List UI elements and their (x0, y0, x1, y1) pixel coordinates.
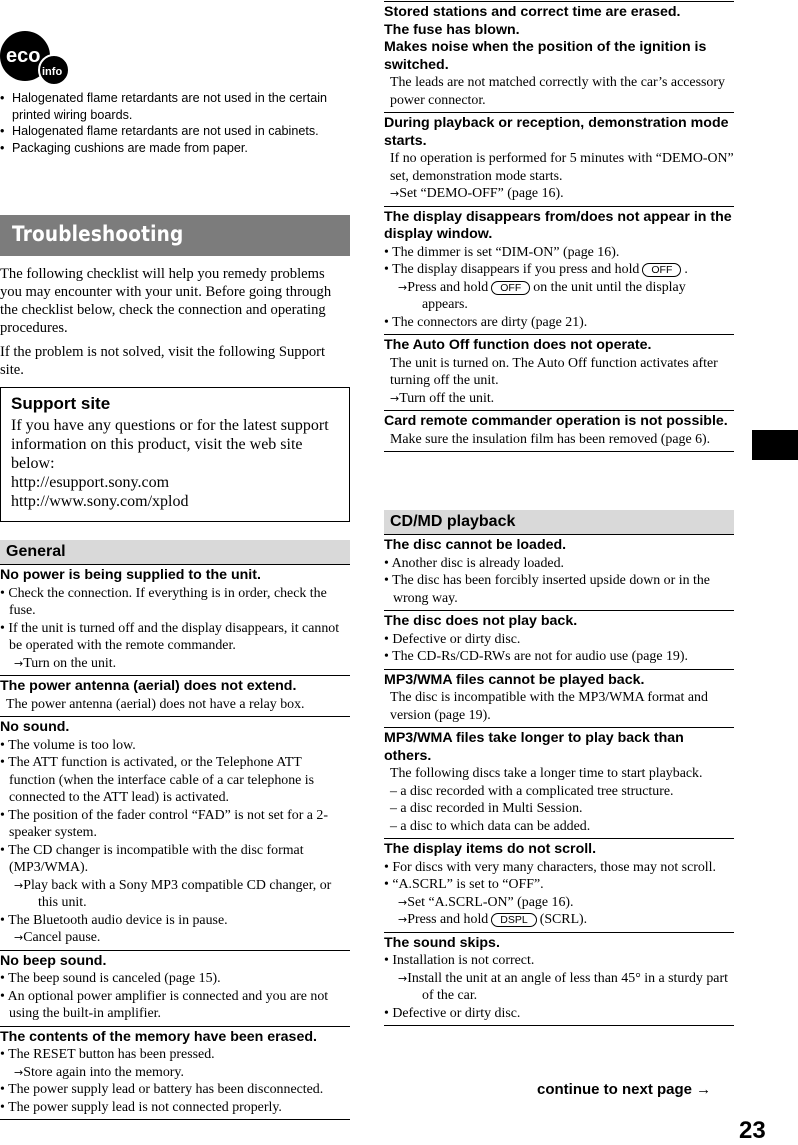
remedy-text: Cancel pause. (23, 930, 101, 945)
remedy (384, 185, 734, 203)
cause: • An optional power amplifier is connected and you are not using the built-in amplifier. (0, 988, 350, 1023)
right-column (384, 1, 734, 452)
cause: – a disc to which data can be added. (390, 818, 591, 834)
general-section (0, 540, 350, 1120)
trouble-item (384, 933, 734, 1027)
cause: • If the unit is turned off and the display disappears, it cannot be operated with the remote commander. (0, 620, 350, 655)
cause: • The CD-Rs/CD-RWs are not for audio use (page 19). (384, 648, 734, 666)
cause: • Defective or dirty disc. (384, 1005, 734, 1023)
remedy-text: (SCRL). (539, 912, 588, 927)
support-heading: Support site (11, 394, 111, 413)
eco-logo-text: eco (6, 45, 41, 67)
arrow-icon: → (14, 878, 24, 892)
cause: • The volume is too low. (0, 737, 350, 755)
cause: • The beep sound is canceled (page 15). (0, 970, 350, 988)
trouble-item (0, 1027, 350, 1121)
trouble-item (384, 611, 734, 670)
remedy-text: Press and hold (407, 912, 489, 927)
symptom: The display items do not scroll. (384, 841, 597, 857)
list-item: • Halogenated flame retardants are not used in the certain printed wiring boards. (0, 90, 345, 123)
cause: The unit is turned on. The Auto Off function activates after turning off the unit. (390, 355, 718, 388)
cause: • The connectors are dirty (page 21). (384, 314, 734, 332)
list-item: • Halogenated flame retardants are not used in cabinets. (0, 123, 345, 140)
remedy (0, 655, 350, 673)
list-item: • Packaging cushions are made from paper. (0, 140, 345, 157)
trouble-item (384, 670, 734, 729)
cause: The leads are not matched correctly with the car’s accessory power connector. (390, 75, 725, 108)
remedy (384, 279, 734, 314)
cause: • The RESET button has been pressed. (0, 1046, 350, 1064)
support-url[interactable]: http://esupport.sony.com (11, 474, 170, 491)
remedy (384, 970, 734, 1005)
cause: The power antenna (aerial) does not have a relay box. (6, 696, 305, 712)
continue-note: continue to next page → (537, 1081, 712, 1098)
arrow-icon: → (14, 656, 24, 670)
trouble-item (384, 207, 734, 336)
symptom: The disc does not play back. (384, 613, 578, 629)
cause: • Check the connection. If everything is in order, check the fuse. (0, 585, 350, 620)
cause: • “A.SCRL” is set to “OFF”. (384, 876, 734, 894)
remedy-text: Play back with a Sony MP3 compatible CD changer, or this unit. (23, 877, 332, 910)
trouble-item (384, 2, 734, 113)
eco-info-logo (0, 28, 70, 86)
cause: • The position of the fader control “FAD” is not set for a 2-speaker system. (0, 807, 350, 842)
intro (0, 265, 350, 385)
info-logo-text: info (42, 66, 63, 78)
cause: • The ATT function is activated, or the Telephone ATT function (when the interface cable of a car telephone is connected to the ATT lead) is activated. (0, 754, 350, 807)
remedy (0, 929, 350, 947)
cause: • The power supply lead is not connected properly. (0, 1099, 350, 1117)
trouble-item (0, 717, 350, 951)
arrow-icon: → (390, 187, 400, 200)
arrow-icon: → (398, 280, 408, 294)
dspl-button-icon: DSPL (491, 913, 536, 927)
trouble-item (384, 411, 734, 452)
trouble-item (0, 951, 350, 1027)
cause: • Installation is not correct. (384, 952, 734, 970)
trouble-item (384, 535, 734, 611)
symptom: The power antenna (aerial) does not extend. (0, 678, 297, 694)
arrow-icon: → (390, 391, 400, 405)
trouble-item (0, 565, 350, 676)
cause: • The dimmer is set “DIM-ON” (page 16). (384, 244, 734, 262)
remedy (384, 911, 734, 929)
environment-list (0, 90, 345, 156)
cause: – a disc recorded in Multi Session. (390, 801, 583, 816)
trouble-item (384, 335, 734, 411)
symptom: The contents of the memory have been erased. (0, 1028, 317, 1045)
cause: The following discs take a longer time to start playback. (390, 766, 703, 781)
remedy-text: Install the unit at an angle of less than 45° in a sturdy part of the car. (407, 970, 728, 1003)
symptom: No sound. (0, 719, 70, 735)
trouble-item (384, 839, 734, 933)
thumb-tab (752, 430, 798, 460)
cause-text: The display disappears if you press and hold (392, 262, 640, 277)
remedy (384, 390, 734, 408)
arrow-icon: → (14, 1065, 24, 1079)
remedy-text: Turn off the unit. (399, 390, 495, 406)
cause: • The display disappears if you press and hold OFF . (384, 261, 734, 279)
remedy-text: Set “A.SCRL-ON” (page 16). (407, 894, 574, 910)
intro-paragraph: The following checklist will help you remedy problems you may encounter with your unit. Before going through the checklist below, check the connection and operating procedures. (0, 266, 332, 336)
intro-paragraph: If the problem is not solved, visit the following Support site. (0, 344, 326, 378)
off-button-icon: OFF (491, 281, 530, 295)
symptom: The display disappears from/does not appear in the display window. (384, 208, 732, 242)
cause: • The Bluetooth audio device is in pause. (0, 912, 350, 930)
support-body (11, 416, 341, 511)
symptom: No power is being supplied to the unit. (0, 567, 261, 583)
cause: The disc is incompatible with the MP3/WMA format and version (page 19). (390, 690, 708, 723)
support-box (0, 387, 350, 522)
cause: Make sure the insulation film has been removed (page 6). (390, 431, 711, 447)
symptom: The disc cannot be loaded. (384, 537, 567, 553)
page-title: Troubleshooting (12, 222, 184, 246)
cause: If no operation is performed for 5 minutes with “DEMO-ON” set, demonstration mode starts. (390, 151, 734, 184)
symptom: MP3/WMA files take longer to play back than others. (384, 730, 684, 764)
arrow-icon: → (398, 971, 408, 985)
symptom: The sound skips. (384, 934, 500, 951)
remedy (384, 894, 734, 912)
remedy (0, 877, 350, 912)
symptom: The Auto Off function does not operate. (384, 337, 652, 353)
trouble-item (0, 676, 350, 717)
remedy (0, 1064, 350, 1082)
arrow-icon: → (14, 931, 24, 944)
remedy-text: Turn on the unit. (23, 655, 117, 671)
trouble-item (384, 113, 734, 207)
symptom: Card remote commander operation is not possible. (384, 413, 728, 429)
symptom: No beep sound. (0, 952, 107, 969)
cause: • The CD changer is incompatible with the disc format (MP3/WMA). (0, 842, 350, 877)
cause: • The power supply lead or battery has been disconnected. (0, 1081, 350, 1099)
symptom: The fuse has blown. (384, 21, 520, 38)
cause: • The disc has been forcibly inserted upside down or in the wrong way. (384, 572, 734, 607)
cause: • Defective or dirty disc. (384, 631, 734, 649)
cause: • For discs with very many characters, those may not scroll. (384, 859, 734, 877)
arrow-icon: → (398, 895, 408, 909)
support-url[interactable]: http://www.sony.com/xplod (11, 493, 189, 510)
remedy-text: on the unit until the display appears. (422, 279, 686, 312)
arrow-icon: → (398, 913, 408, 926)
remedy-text: Set “DEMO-OFF” (page 16). (399, 186, 564, 201)
title-bar (0, 215, 350, 256)
cdmd-section (384, 510, 734, 1026)
page-number: 23 (739, 1117, 766, 1144)
trouble-item (384, 728, 734, 839)
remedy-text: Store again into the memory. (23, 1064, 184, 1080)
symptom: Makes noise when the position of the ignition is switched. (384, 39, 707, 73)
section-heading-cdmd: CD/MD playback (384, 510, 734, 535)
symptom: Stored stations and correct time are erased. (384, 4, 681, 20)
off-button-icon: OFF (642, 263, 681, 277)
symptom: MP3/WMA files cannot be played back. (384, 671, 645, 688)
cause: – a disc recorded with a complicated tree structure. (390, 783, 674, 799)
symptom: During playback or reception, demonstration mode starts. (384, 115, 729, 149)
support-text: If you have any questions or for the latest support information on this product, visit the web site below: (11, 417, 329, 472)
section-heading-general: General (0, 540, 350, 565)
cause: • Another disc is already loaded. (384, 555, 734, 573)
remedy-text: Press and hold (407, 279, 489, 295)
